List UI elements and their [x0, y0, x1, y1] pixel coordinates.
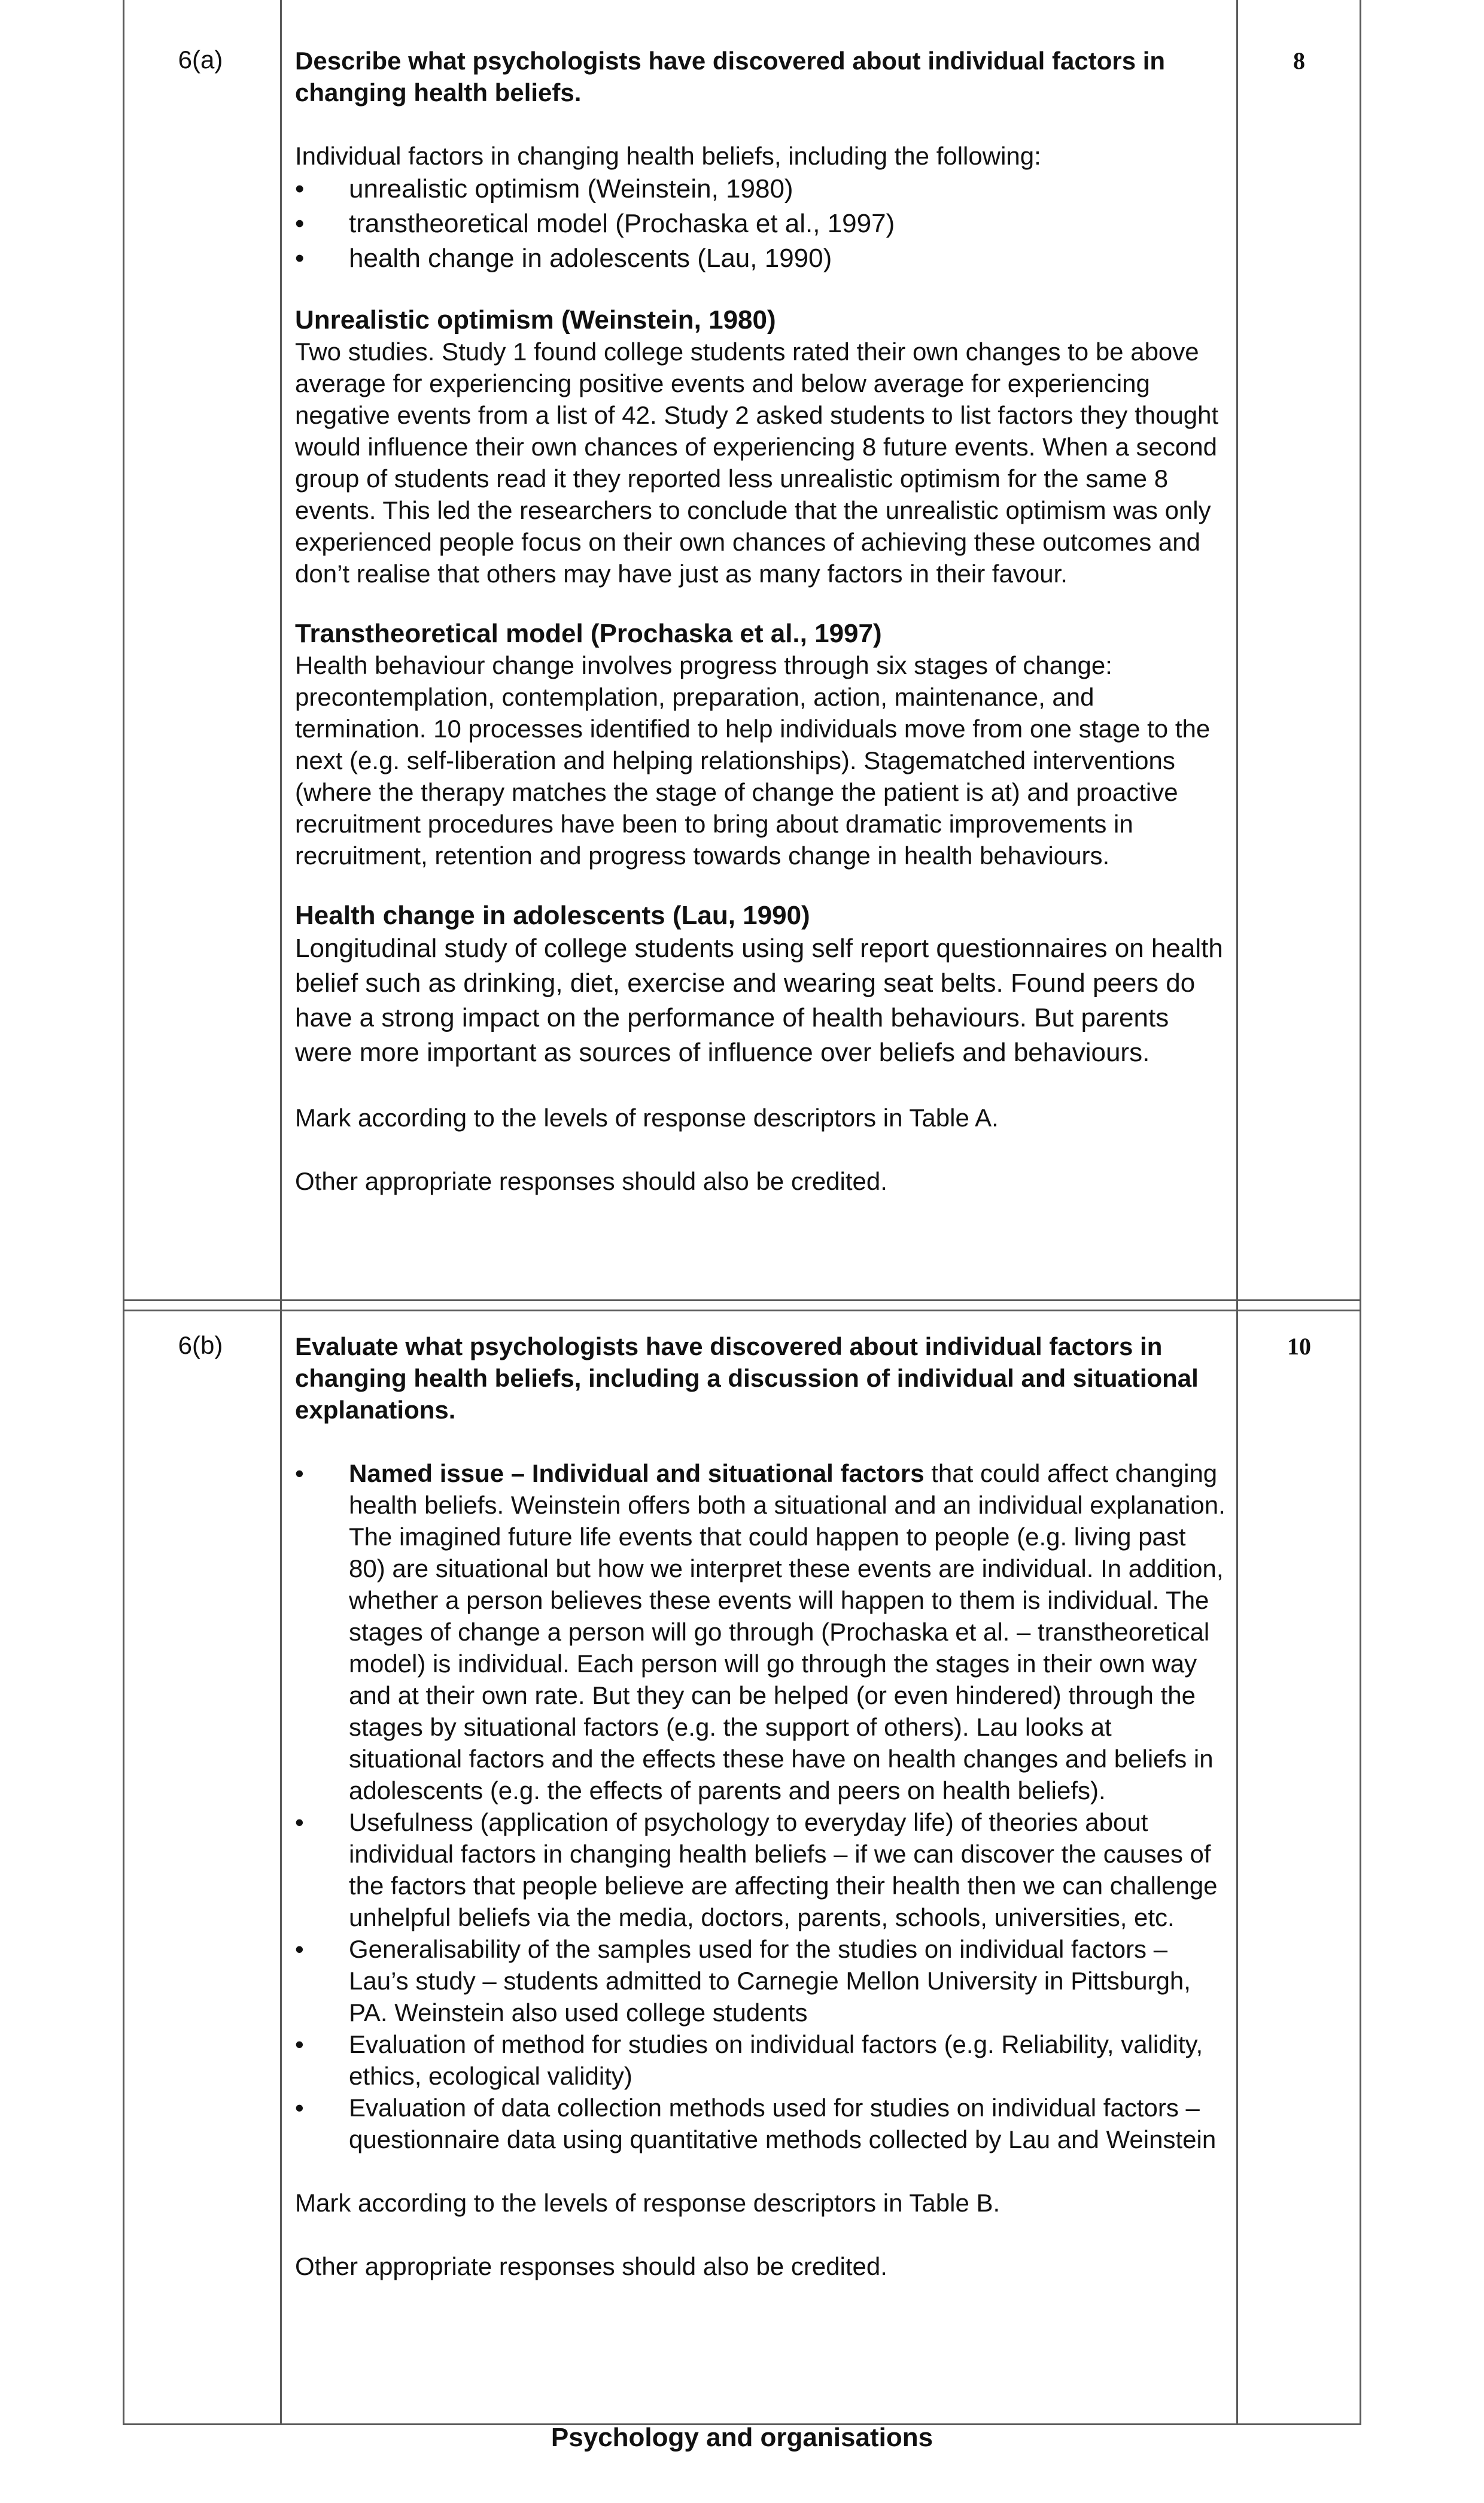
table-border-left — [123, 0, 124, 2425]
credit-note-6a: Other appropriate responses should also be credited. — [295, 1167, 887, 1195]
question-number-6b: 6(b) — [178, 1331, 223, 1359]
credit-note-6b: Other appropriate responses should also be credited. — [295, 2252, 887, 2280]
row-divider-bottom — [123, 1310, 1361, 1311]
question-marks-6b: 10 — [1287, 1333, 1311, 1360]
list-item: • Usefulness (application of psychology to everyday life) of theories about individual factors in changing health beliefs – if we can discover the causes of the factors that people believe are affecting their health then we can challenge unhelpful beliefs via the media, doctors, parents, schools, universities, etc. — [295, 1806, 1228, 1933]
question-number-6a: 6(a) — [178, 45, 223, 74]
section-body-transtheoretical: Health behaviour change involves progress through six stages of change: precontemplation, contemplation, preparation, action, maintenance, and termination. 10 processes identified to help individuals move from one stage to the next (e.g. self-liberation and helping relationships). Stagematched interventions (where the therapy matches the stage of change the patient is at) and proactive recruitment procedures have been to bring about dramatic improvements in recruitment, retention and progress towards change in health behaviours. — [295, 651, 1211, 870]
answer-6a — [295, 45, 1228, 1197]
list-item — [295, 1457, 1228, 1806]
intro-text: Individual factors in changing health beliefs, including the following: — [295, 142, 1041, 170]
section-heading-transtheoretical: Transtheoretical model (Prochaska et al., 1997) — [295, 619, 882, 648]
question-text-6a: Describe what psychologists have discovered about individual factors in changing health beliefs. — [295, 47, 1166, 107]
question-marks-6a: 8 — [1293, 47, 1305, 74]
row-divider-top — [123, 1299, 1361, 1301]
section-heading-adolescents: Health change in adolescents (Lau, 1990) — [295, 901, 810, 930]
evaluation-list — [295, 1457, 1228, 2155]
answer-6b — [295, 1331, 1228, 2282]
table-border-col2 — [1236, 0, 1238, 2425]
list-item: • Generalisability of the samples used for the studies on individual factors – Lau’s study – students admitted to Carnegie Mellon University in Pittsburgh, PA. Weinstein also used college students — [295, 1933, 1228, 2028]
table-border-col1 — [280, 0, 282, 2425]
section-heading-unrealistic-optimism: Unrealistic optimism (Weinstein, 1980) — [295, 305, 776, 335]
mark-note-6a: Mark according to the levels of response descriptors in Table A. — [295, 1104, 999, 1132]
section-body-unrealistic-optimism: Two studies. Study 1 found college students rated their own changes to be above average for experiencing positive events and below average for experiencing negative events from a list of 42. Study 2 asked students to list factors they thought would influence their own chances of experiencing 8 future events. When a second group of students read it they reported less unrealistic optimism for the same 8 events. This led the researchers to conclude that the unrealistic optimism was only experienced people focus on their own chances of achieving these outcomes and don’t realise that others may have just as many factors in their favour. — [295, 338, 1219, 588]
list-item: • unrealistic optimism (Weinstein, 1980) — [295, 172, 1228, 206]
list-item: • Evaluation of data collection methods used for studies on individual factors – questionnaire data using quantitative methods collected by Lau and Weinstein — [295, 2092, 1228, 2155]
named-issue-text: that could affect changing health beliefs. Weinstein offers both a situational and an individual explanation. The imagined future life events that could happen to people (e.g. living past 80) are situational but how we interpret these events are individual. In addition, whether a person believes these events will happen to them is individual. The stages of change a person will go through (Prochaska et al. – transtheoretical model) is individual. Each person will go through the stages in their own way and at their own rate. But they can be helped (or even hindered) through the stages by situational factors (e.g. the support of others). Lau looks at situational factors and the effects these have on health changes and beliefs in adolescents (e.g. the effects of parents and peers on health beliefs). — [349, 1459, 1225, 1805]
intro-list — [295, 172, 1228, 276]
list-item: • Evaluation of method for studies on individual factors (e.g. Reliability, validity, ethics, ecological validity) — [295, 2028, 1228, 2092]
table-border-right — [1360, 0, 1361, 2425]
section-body-adolescents: Longitudinal study of college students using self report questionnaires on health belief such as drinking, diet, exercise and wearing seat belts. Found peers do have a strong impact on the performance of health behaviours. But parents were more important as sources of influence over beliefs and behaviours. — [295, 934, 1223, 1067]
section-footer-title: Psychology and organisations — [551, 2423, 933, 2452]
named-issue-label: Named issue – Individual and situational factors — [349, 1459, 925, 1487]
question-text-6b: Evaluate what psychologists have discovered about individual factors in changing health beliefs, including a discussion of individual and situational explanations. — [295, 1332, 1199, 1424]
list-item: • transtheoretical model (Prochaska et al., 1997) — [295, 206, 1228, 241]
list-item: • health change in adolescents (Lau, 1990) — [295, 241, 1228, 276]
mark-note-6b: Mark according to the levels of response descriptors in Table B. — [295, 2189, 1001, 2217]
